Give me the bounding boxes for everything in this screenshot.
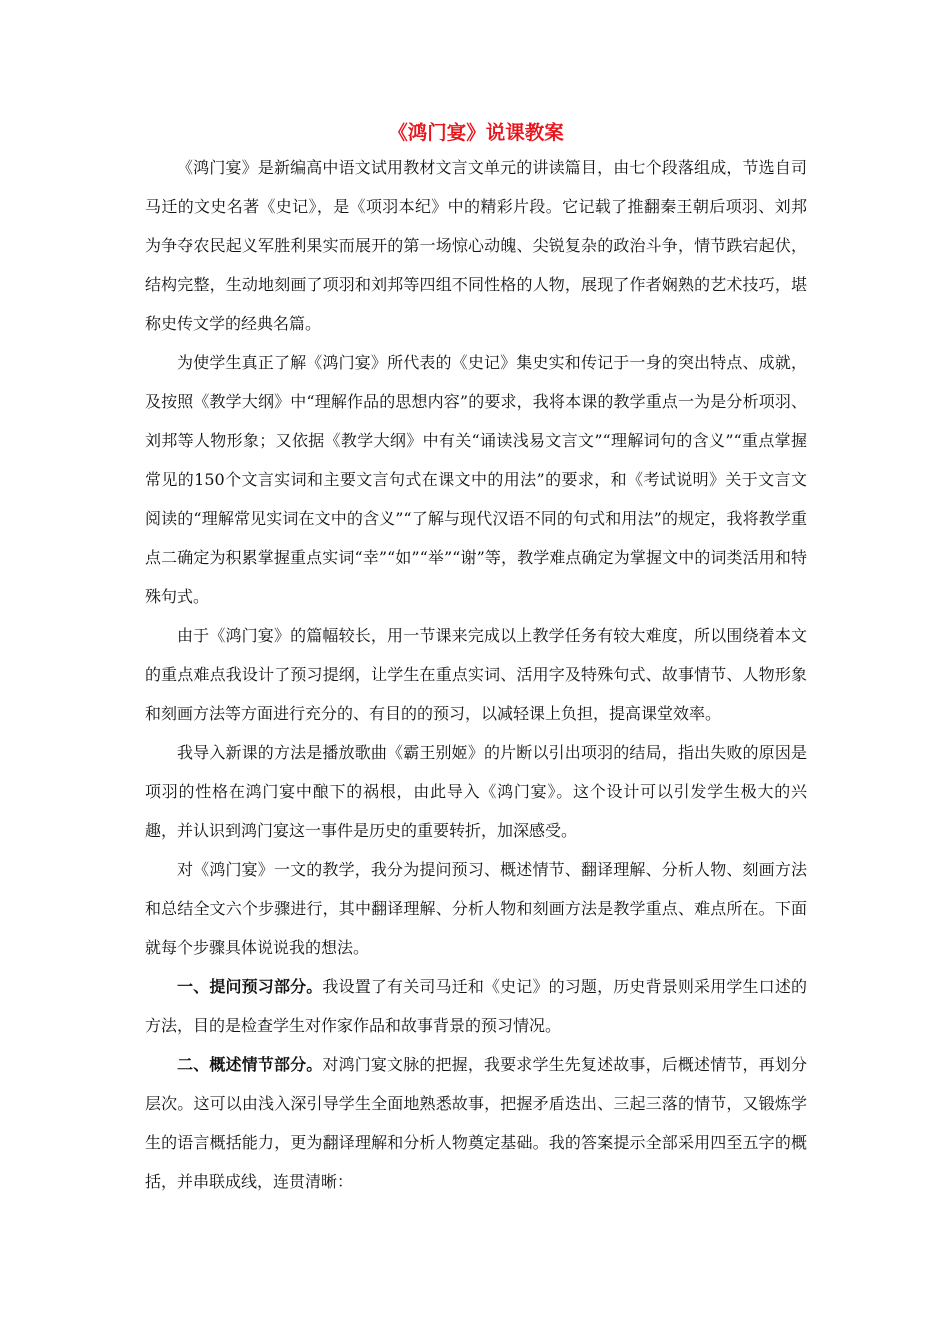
- section-heading: 二、概述情节部分。: [177, 1055, 323, 1074]
- paragraph-teaching-focus: [145, 343, 807, 616]
- paragraph-text: 对鸿门宴文脉的把握，我要求学生先复述故事，后概述情节，再划分层次。这可以由浅入深引导学生全面地熟悉故事，把握矛盾迭出、三起三落的情节，又锻炼学生的语言概括能力，更为翻译理解和分析人物奠定基础。我的答案提示全部采用四至五字的概括，并串联成线，连贯清晰：: [145, 1055, 807, 1191]
- paragraph-lesson-intro: [145, 733, 807, 850]
- paragraph-teaching-steps: [145, 850, 807, 967]
- paragraph-text: 对《鸿门宴》一文的教学，我分为提问预习、概述情节、翻译理解、分析人物、刻画方法和总结全文六个步骤进行，其中翻译理解、分析人物和刻画方法是教学重点、难点所在。下面就每个步骤具体说说我的想法。: [145, 860, 807, 957]
- paragraph-step-two: [145, 1045, 807, 1201]
- paragraph-text: 我导入新课的方法是播放歌曲《霸王别姬》的片断以引出项羽的结局，指出失败的原因是项羽的性格在鸿门宴中酿下的祸根，由此导入《鸿门宴》。这个设计可以引发学生极大的兴趣，并认识到鸿门宴这一事件是历史的重要转折，加深感受。: [145, 743, 807, 840]
- paragraph-preview-outline: [145, 616, 807, 733]
- paragraph-text: 我设置了有关司马迁和《史记》的习题，历史背景则采用学生口述的方法，目的是检查学生对作家作品和故事背景的预习情况。: [145, 977, 807, 1035]
- paragraph-text: 由于《鸿门宴》的篇幅较长，用一节课来完成以上教学任务有较大难度，所以围绕着本文的重点难点我设计了预习提纲，让学生在重点实词、活用字及特殊句式、故事情节、人物形象和刻画方法等方面进行充分的、有目的的预习，以减轻课上负担，提高课堂效率。: [145, 626, 807, 723]
- paragraph-intro: [145, 148, 807, 343]
- paragraph-step-one: [145, 967, 807, 1045]
- document-title: 《鸿门宴》说课教案: [388, 121, 564, 144]
- paragraph-text: 为使学生真正了解《鸿门宴》所代表的《史记》集史实和传记于一身的突出特点、成就，及按照《教学大纲》中“理解作品的思想内容”的要求，我将本课的教学重点一为是分析项羽、刘邦等人物形象；又依据《教学大纲》中有关“诵读浅易文言文”“理解词句的含义”“重点掌握常见的150个文言实词和主要文言句式在课文中的用法”的要求，和《考试说明》关于文言文阅读的“理解常见实词在文中的含义”“了解与现代汉语不同的句式和用法”的规定，我将教学重点二确定为积累掌握重点实词“幸”“如”“举”“谢”等，教学难点确定为掌握文中的词类活用和特殊句式。: [145, 353, 807, 606]
- document-page: [145, 118, 807, 1201]
- paragraph-text: 《鸿门宴》是新编高中语文试用教材文言文单元的讲读篇目，由七个段落组成，节选自司马迁的文史名著《史记》，是《项羽本纪》中的精彩片段。它记载了推翻秦王朝后项羽、刘邦为争夺农民起义军胜利果实而展开的第一场惊心动魄、尖锐复杂的政治斗争，情节跌宕起伏，结构完整，生动地刻画了项羽和刘邦等四组不同性格的人物，展现了作者娴熟的艺术技巧，堪称史传文学的经典名篇。: [145, 158, 807, 333]
- section-heading: 一、提问预习部分。: [177, 977, 323, 996]
